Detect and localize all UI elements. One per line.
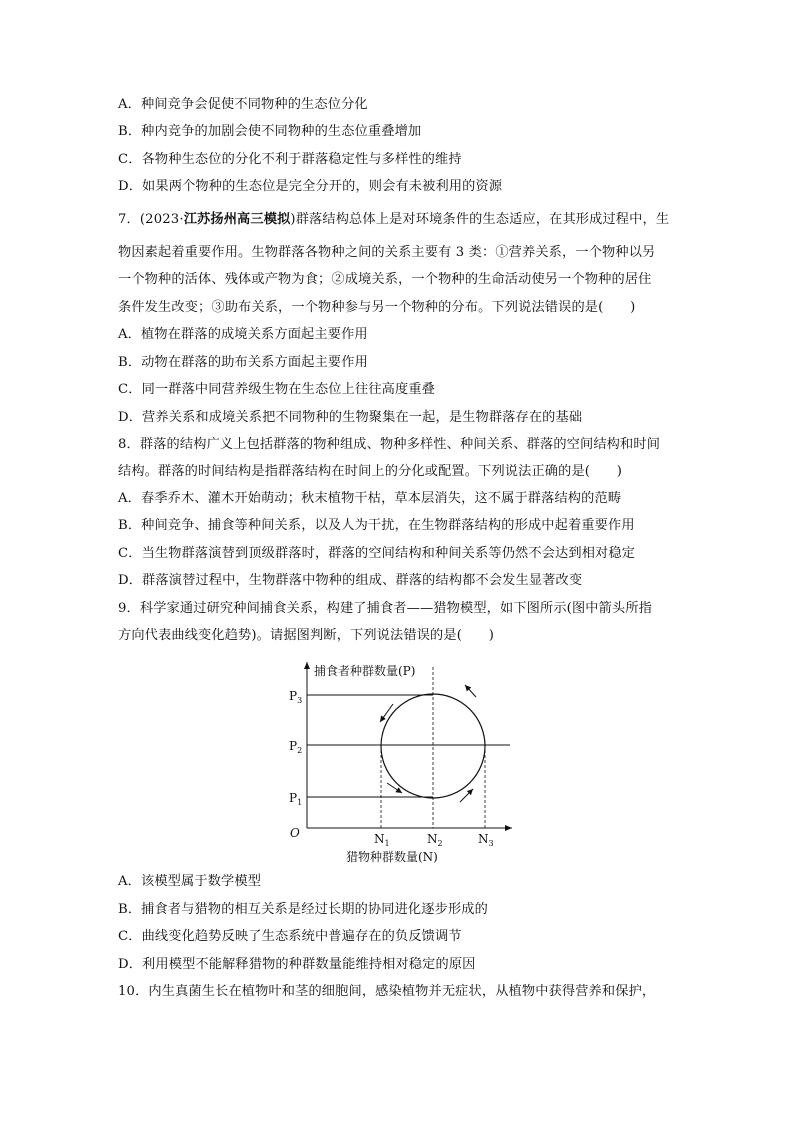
- q7-source: 江苏扬州高三模拟: [183, 212, 291, 227]
- q7-option-d: D．营养关系和成境关系把不同物种的生物聚集在一起，是生物群落存在的基础: [118, 410, 583, 425]
- q8-stem-line-1: 8．群落的结构广义上包括群落的物种组成、物种多样性、种间关系、群落的空间结构和时间: [118, 437, 661, 452]
- q7-stem-line-4: 条件发生改变；③助布关系，一个物种参与另一个物种的分布。下列说法错误的是( ): [118, 300, 636, 315]
- q7-stem-text: 群落结构总体上是对环境条件的生态适应，在其形成过程中，生: [295, 212, 670, 227]
- x-tick-n1: $N_1$: [374, 832, 390, 848]
- q9-stem-line-1: 9．科学家通过研究种间捕食关系，构建了捕食者——猎物模型，如下图所示(图中箭头所指: [118, 601, 652, 616]
- y-tick-p2: $P_2$: [289, 739, 303, 755]
- arrow-bottom-right: [460, 789, 473, 802]
- y-tick-p1: $P_1$: [289, 791, 303, 807]
- q7-stem-line-2: 物因素起着重要作用。生物群落各物种之间的关系主要有 3 类：①营养关系，一个物种以另: [118, 245, 656, 260]
- q7-source-suffix: ): [290, 212, 296, 227]
- q9-option-a: A．该模型属于数学模型: [118, 874, 262, 889]
- x-axis-label: 猎物种群数量(N): [346, 850, 438, 864]
- q9-option-c: C．曲线变化趋势反映了生态系统中普遍存在的负反馈调节: [118, 929, 462, 944]
- q8-option-d: D．群落演替过程中，生物群落中物种的组成、群落的结构都不会发生显著改变: [118, 573, 583, 588]
- origin-label: O: [290, 826, 300, 840]
- q6-option-d: D．如果两个物种的生态位是完全分开的，则会有未被利用的资源: [118, 179, 503, 194]
- q7-option-c: C．同一群落中同营养级生物在生态位上往往高度重叠: [118, 382, 436, 397]
- q8-option-b: B．种间竞争、捕食等种间关系，以及人为干扰，在生物群落结构的形成中起着重要作用: [118, 518, 635, 533]
- x-tick-n3: $N_3$: [478, 832, 494, 848]
- arrow-top-right: [465, 685, 476, 697]
- q7-source-prefix: (2023·: [139, 212, 184, 227]
- q8-option-a: A．春季乔木、灌木开始萌动；秋末植物干枯，草本层消失，这不属于群落结构的范畴: [118, 491, 622, 506]
- q10-stem-line-1: 10．内生真菌生长在植物叶和茎的细胞间，感染植物并无症状，从植物中获得营养和保护，: [118, 984, 656, 999]
- x-tick-n2: $N_2$: [427, 832, 443, 848]
- arrow-bottom-left: [387, 783, 402, 793]
- q7-option-a: A．植物在群落的成境关系方面起主要作用: [118, 327, 368, 342]
- q7-stem-line-1: [118, 211, 669, 229]
- predator-prey-figure: [270, 656, 530, 868]
- q8-stem-line-2: 结构。群落的时间结构是指群落结构在时间上的分化或配置。下列说法正确的是( ): [118, 464, 623, 479]
- q6-option-b: B．种内竞争的加剧会使不同物种的生态位重叠增加: [118, 124, 422, 139]
- arrow-top-left: [380, 704, 393, 722]
- q7-number: 7．: [118, 212, 140, 227]
- q9-stem-line-2: 方向代表曲线变化趋势)。请据图判断，下列说法错误的是( ): [118, 628, 494, 643]
- q6-option-c: C．各物种生态位的分化不利于群落稳定性与多样性的维持: [118, 152, 462, 167]
- q8-option-c: C．当生物群落演替到顶级群落时，群落的空间结构和种间关系等仍然不会达到相对稳定: [118, 546, 636, 561]
- y-axis-label: 捕食者种群数量(P): [314, 664, 416, 678]
- q7-option-b: B．动物在群落的助布关系方面起主要作用: [118, 355, 368, 370]
- q9-option-d: D．利用模型不能解释猎物的种群数量能维持相对稳定的原因: [118, 957, 476, 972]
- y-tick-p3: $P_3$: [289, 689, 303, 705]
- q9-option-b: B．捕食者与猎物的相互关系是经过长期的协同进化逐步形成的: [118, 902, 488, 917]
- q6-option-a: A．种间竞争会促使不同物种的生态位分化: [118, 97, 368, 112]
- q7-stem-line-3: 一个物种的活体、残体或产物为食；②成境关系，一个物种的生命活动使另一个物种的居住: [118, 272, 652, 287]
